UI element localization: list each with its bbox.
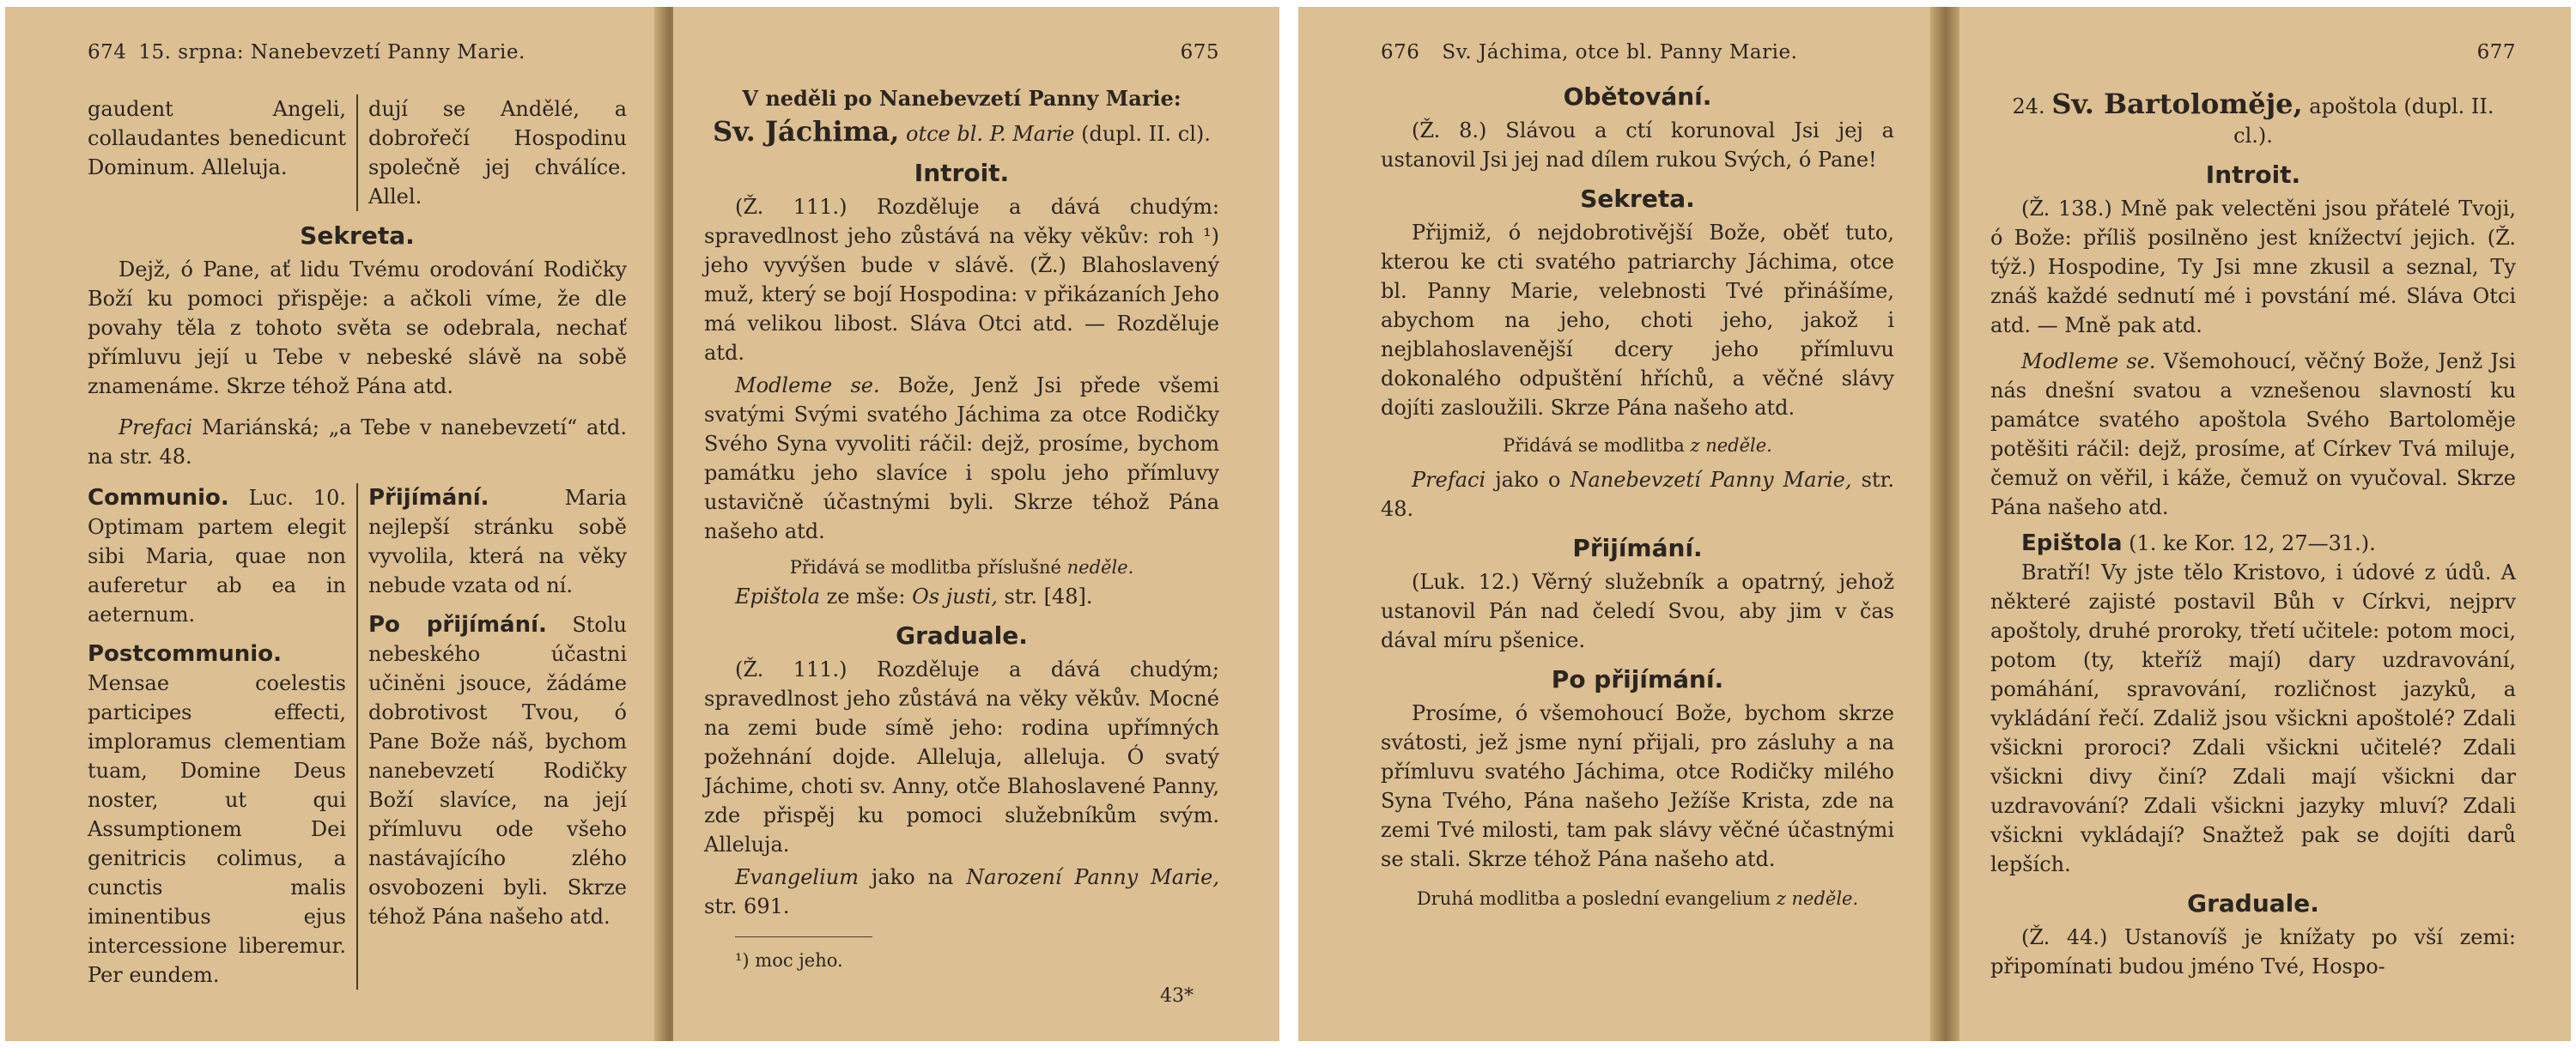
druha-text: Druhá modlitba a poslední evangelium xyxy=(1416,888,1771,909)
epistola-label: Epištola xyxy=(2021,530,2123,556)
postcommunio-label: Postcommunio. xyxy=(88,641,282,667)
epistola-ref: Os justi, xyxy=(912,585,998,609)
prefaci-text: Mariánská; „a Tebe v nanebevzetí“ atd. na str. 48. xyxy=(88,415,627,469)
page-number: 676 xyxy=(1381,41,1420,64)
book-spread-right xyxy=(1298,7,2571,1041)
prefaci-mid: jako o xyxy=(1495,468,1561,492)
sekreta-text: Dejž, ó Pane, ať lidu Tvému orodování Rodičky Boží ku pomoci přispěje: a ačkoli víme, že dle povahy těla z tohoto světa se odebrala, nechať přímluvu její u Tebe v nebeské slávě na sobě znamenáme. Skrze téhož Pána atd. xyxy=(88,257,627,398)
latin-text: gaudent Angeli, collaudantes benedicunt Dominum. Alleluja. xyxy=(88,97,346,179)
feast-title-line: V neděli po Nanebevzetí Panny Marie: xyxy=(742,86,1182,111)
section-heading: Obětování. xyxy=(1563,82,1712,111)
page-676 xyxy=(1298,7,1929,1041)
running-head xyxy=(704,41,1219,64)
communio-paragraph xyxy=(88,483,346,629)
page-677 xyxy=(1959,7,2571,1041)
section-heading: Introit. xyxy=(914,159,1010,187)
page-675 xyxy=(673,7,1279,1041)
running-head xyxy=(1381,41,1894,64)
section-heading: Přijímání. xyxy=(1572,534,1703,562)
section-heading: Sekreta. xyxy=(300,221,415,250)
communio-text: Luc. 10. Optimam partem elegit sibi Maria, quae non auferetur ab ea in aeternum. xyxy=(88,486,346,627)
book-spread-left xyxy=(5,7,1279,1041)
pridava-line xyxy=(1381,431,1894,460)
prefaci-label: Prefaci xyxy=(1412,468,1486,492)
evangelium-ref: Narození Panny Marie, xyxy=(966,865,1219,889)
feast-rank: (dupl. II. cl). xyxy=(1081,122,1211,146)
page-number: 674 xyxy=(88,41,127,64)
footnote: ¹) moc jeho. xyxy=(735,950,843,971)
evangelium-mid: jako na xyxy=(871,865,954,889)
prijimani-text: Maria nejlepší stránku sobě vyvolila, která na věky nebude vzata od ní. xyxy=(368,486,627,597)
feast-title xyxy=(1990,89,2516,150)
prijimani-paragraph xyxy=(368,483,627,600)
feast-title-rest: apoštola (dupl. II. cl.). xyxy=(2233,94,2494,148)
modleme-text: Bože, Jenž Jsi přede všemi svatými Svými svatého Jáchima za otce Rodičky Svého Syna vyvoliti ráčil: dejž, prosíme, bychom památku jeho slavíce i spolu jeho přímluvy ustavičně účastnými byli. Skrze téhož Pána našeho atd. xyxy=(704,373,1219,543)
druha-line xyxy=(1381,884,1894,913)
obetovani-text: (Ž. 8.) Slávou a ctí korunoval Jsi jej a ustanovil Jsi jej nad dílem rukou Svých, ó Pane! xyxy=(1381,118,1894,172)
page-number: 677 xyxy=(2476,41,2516,64)
postcommunio-text: Mensae coelestis participes effecti, imploramus clementiam tuam, Domine Deus noster, ut qui Assumptionem Dei genitricis colimus, a cunctis malis iminentibus ejus intercessione liberemur. Per eundem. xyxy=(88,671,346,987)
modleme-label: Modleme se. xyxy=(735,373,880,397)
modleme-paragraph xyxy=(704,371,1219,546)
pridava-italic: z neděle. xyxy=(1690,435,1772,456)
running-head-title: 15. srpna: Nanebevzetí Panny Marie. xyxy=(138,41,526,64)
epistola-mid: ze mše: xyxy=(826,585,906,609)
footnote-divider xyxy=(735,936,872,937)
prijimani-label: Přijímání. xyxy=(368,485,489,511)
graduale-text: (Ž. 44.) Ustanovíš je knížaty po vší zemi: připomínati budou jméno Tvé, Hospo- xyxy=(1990,925,2516,978)
two-column-block xyxy=(88,94,627,211)
pridava-text: Přidává se modlitba příslušné xyxy=(789,557,1061,578)
prefaci-line xyxy=(1381,465,1894,524)
running-head-title: Sv. Jáchima, otce bl. Panny Marie. xyxy=(1442,41,1798,64)
epistola-text: Bratří! Vy jste tělo Kristovo, i údové z údů. A některé zajisté postavil Bůh v Církvi, nejprv apoštoly, druhé proroky, třetí učitele: potom moci, potom (ty, kteříž mají) dary uzdravování, pomáhání, spravování, rozličnost jazyků, a vykládání řečí. Zdaliž jsou všickni apoštolé? Zdali všickni proroci? Zdali všickni učitelé? Zdali všickni divy činí? Zdali mají všickni dar uzdravování? Zdali všickni jazyky mluví? Zdali všickni vykládají? Snažtež pak se dojíti darů lepších. xyxy=(1990,560,2516,876)
section-heading: Po přijímání. xyxy=(1551,665,1724,694)
prijimani-text: (Luk. 12.) Věrný služebník a opatrný, jehož ustanovil Pán nad čeledí Svou, aby jim v čas dával míru pšenice. xyxy=(1381,570,1894,652)
feast-saint: Sv. Bartoloměje, xyxy=(2051,88,2303,120)
running-head xyxy=(1990,41,2516,64)
pridava-line xyxy=(704,553,1219,582)
modleme-paragraph xyxy=(1990,347,2516,522)
prefaci-ref: Nanebevzetí Panny Marie, xyxy=(1570,468,1852,492)
book-gutter xyxy=(1930,7,1961,1041)
modleme-label: Modleme se. xyxy=(2021,349,2156,373)
graduale-text: (Ž. 111.) Rozděluje a dává chudým; spravedlnost jeho zůstává na věky věkův. Mocné na zemi bude símě jeho: rodina upřímných požehnání dojde. Alleluja, alleluja. Ó svatý Jáchime, choti sv. Anny, otče Blahoslavené Panny, zde přispěj ku pomoci služebníkům svým. Alleluja. xyxy=(704,657,1219,857)
sekreta-text: Přijmiž, ó nejdobrotivější Bože, oběť tuto, kterou ke cti svatého patriarchy Jáchima, otce bl. Panny Marie, velebnosti Tvé přinášíme, abychom na jeho, choti jeho, jakož i nejblahoslavenější dcery jeho přímluvu dokonalého odpuštění hříchů, a věčné slávy dojíti zasloužili. Skrze Pána našeho atd. xyxy=(1381,221,1894,420)
feast-saint: Sv. Jáchima, xyxy=(713,115,900,148)
evangelium-page: str. 691. xyxy=(704,894,790,918)
section-heading: Introit. xyxy=(2205,161,2301,189)
prefaci-page: str. 48. xyxy=(1381,468,1894,521)
running-head xyxy=(88,41,627,64)
communio-label: Communio. xyxy=(88,485,229,511)
epistola-ref: (1. ke Kor. 12, 27—31.). xyxy=(2129,531,2376,555)
signature-mark: 43* xyxy=(1160,985,1194,1007)
section-heading: Sekreta. xyxy=(1580,185,1695,213)
two-column-block xyxy=(88,483,627,990)
evangelium-line xyxy=(704,863,1219,921)
prefaci-line xyxy=(88,413,627,471)
po-prijimani-label: Po přijímání. xyxy=(368,612,547,638)
evangelium-label: Evangelium xyxy=(735,865,859,889)
section-heading: Graduale. xyxy=(896,621,1028,650)
czech-text: dují se Andělé, a dobrořečí Hospodinu společně jej chválíce. Allel. xyxy=(368,97,627,209)
feast-title-rest: otce bl. P. Marie xyxy=(906,122,1075,146)
prefaci-label: Prefaci xyxy=(118,415,193,439)
epistola-heading-line xyxy=(1990,529,2516,558)
po-prijimani-paragraph xyxy=(368,610,627,931)
epistola-label: Epištola xyxy=(735,585,820,609)
po-prijimani-text: Prosíme, ó všemohoucí Bože, bychom skrze svátosti, jež jsme nyní přijali, pro zásluhy a na přímluvu svatého Jáchima, otce Rodičky milého Syna Tvého, Pána našeho Ježíše Krista, zde na zemi Tvé milosti, tam pak slávy věčné účastnými se stali. Skrze téhož Pána našeho atd. xyxy=(1381,701,1894,871)
page-674 xyxy=(5,7,658,1041)
introit-text: (Ž. 138.) Mně pak velectěni jsou přátelé Tvoji, ó Bože: příliš posilněno jest knížectví jejich. (Ž. týž.) Hospodine, Ty Jsi mne zkusil a seznal, Ty znáš každé sednutí mé i povstání mé. Sláva Otci atd. — Mně pak atd. xyxy=(1990,197,2516,337)
introit-text: (Ž. 111.) Rozděluje a dává chudým: spravedlnost jeho zůstává na věky věkův: roh ¹) jeho vyvýšen bude v slávě. (Ž.) Blahoslavený muž, který se bojí Hospodina: v přikázaních Jeho má velikou libost. Sláva Otci atd. — Rozděluje atd. xyxy=(704,195,1219,365)
pridava-italic: neděle. xyxy=(1066,557,1134,578)
druha-italic: z neděle. xyxy=(1776,888,1859,909)
feast-date: 24. xyxy=(2012,94,2045,118)
po-prijimani-text: Stolu nebeského účastni učiněni jsouce, žádáme dobrotivost Tvou, ó Pane Bože náš, bychom nanebevzetí Rodičky Boží slavíce, na její přímluvu ode všeho nastávajícího zlého osvobozeni byli. Skrze téhož Pána našeho atd. xyxy=(368,613,627,929)
epistola-line xyxy=(704,582,1219,611)
postcommunio-paragraph xyxy=(88,639,346,990)
feast-title xyxy=(704,117,1219,148)
modleme-text: Všemohoucí, věčný Bože, Jenž Jsi nás dnešní svatou a vznešenou slavností ku památce svatého apoštola Svého Bartoloměje potěšiti ráčil: dejž, prosíme, ať Církev Tvá miluje, čemuž on věřil, i káže, čemuž on vyučoval. Skrze Pána našeho atd. xyxy=(1990,349,2516,519)
epistola-page: str. [48]. xyxy=(1004,585,1093,609)
section-heading: Graduale. xyxy=(2187,889,2319,918)
page-number: 675 xyxy=(1180,41,1219,64)
pridava-text: Přidává se modlitba xyxy=(1503,435,1685,456)
